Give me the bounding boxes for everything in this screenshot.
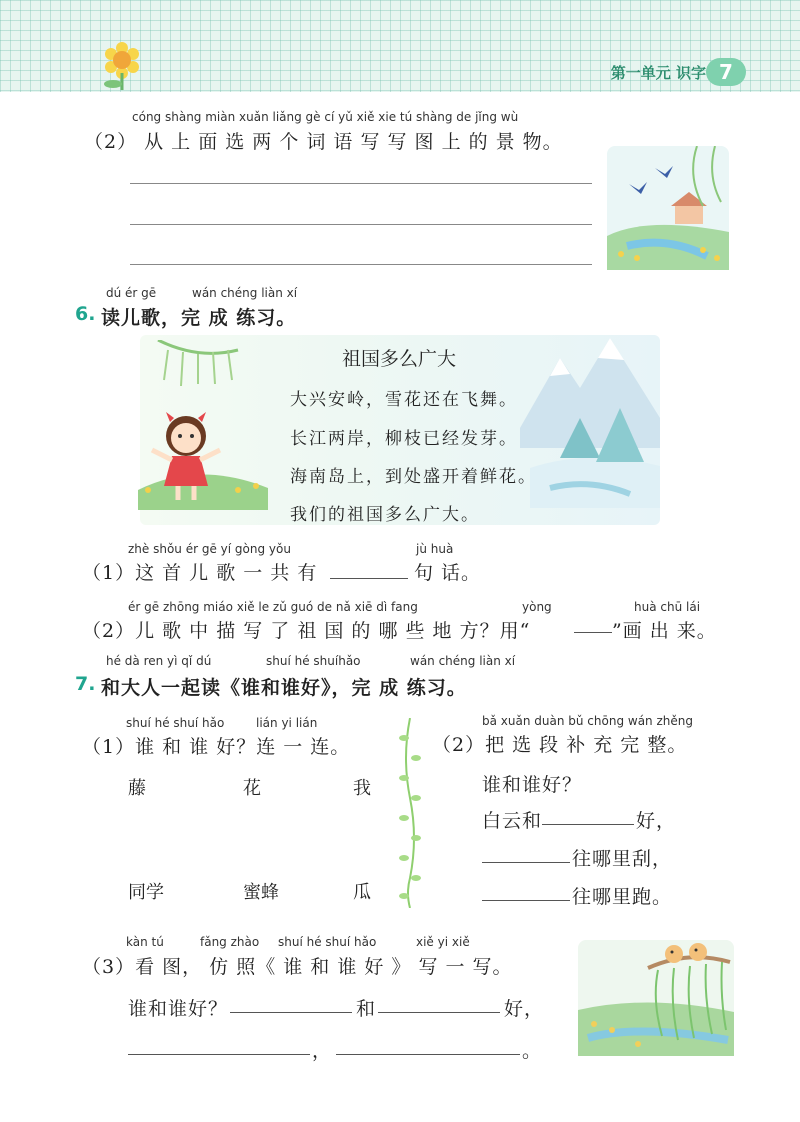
pinyin: wán chéng liàn xí <box>410 654 516 668</box>
snow-mountain-illustration <box>520 338 660 508</box>
match-word[interactable]: 同学 <box>128 882 164 903</box>
pinyin: wán chéng liàn xí <box>192 286 298 300</box>
question-text: 句 话。 <box>414 562 482 584</box>
answer-blank[interactable] <box>230 996 352 1013</box>
pinyin: xiě yi xiě <box>416 935 470 949</box>
pinyin: shuí hé shuí hǎo <box>278 935 377 949</box>
unit-label: 第一单元 识字 <box>610 64 706 82</box>
birds-willow-illustration <box>578 940 734 1056</box>
match-word[interactable]: 蜜蜂 <box>243 882 279 903</box>
pinyin: yòng <box>522 600 552 614</box>
question-text: （2）儿 歌 中 描 写 了 祖 国 的 哪 些 地 方？用“ <box>82 620 531 642</box>
underline-symbol <box>574 616 612 633</box>
poem-line: 海南岛上，到处盛开着鲜花。 <box>290 467 537 487</box>
poem-line: 长江两岸，柳枝已经发芽。 <box>290 429 518 449</box>
question-text: （3）看 图， 仿 照《 谁 和 谁 好 》 写 一 写。 <box>82 956 513 978</box>
pinyin: ér gē zhōng miáo xiě le zǔ guó de nǎ xiē dì fang <box>128 600 418 614</box>
match-word[interactable]: 瓜 <box>353 882 371 903</box>
answer-blank[interactable] <box>330 562 408 579</box>
question-title: 读儿歌，完 成 练习。 <box>101 307 297 329</box>
text-line: 白云和 <box>482 810 543 832</box>
question-text: ”画 出 来。 <box>612 620 717 642</box>
question-text: （2） 从 上 面 选 两 个 词 语 写 写 图 上 的 景 物。 <box>84 131 563 153</box>
answer-blank[interactable] <box>128 1038 310 1055</box>
text-line: 往哪里刮， <box>572 848 673 870</box>
question-number: 6. <box>75 303 96 325</box>
text-line: 。 <box>522 1040 543 1062</box>
question-text: （1）谁 和 谁 好？连 一 连。 <box>82 736 351 758</box>
pinyin: cóng shàng miàn xuǎn liǎng gè cí yǔ xiě xie tú shàng de jǐng wù <box>132 110 519 124</box>
page-number: 7 <box>706 58 746 86</box>
pinyin: bǎ xuǎn duàn bǔ chōng wán zhěng <box>482 714 693 728</box>
match-word[interactable]: 藤 <box>128 778 146 799</box>
text-line: ， <box>312 1040 333 1062</box>
text-line: 谁和谁好？ <box>482 774 583 796</box>
answer-line[interactable] <box>130 264 592 265</box>
match-word[interactable]: 我 <box>353 778 371 799</box>
pinyin: jù huà <box>416 542 454 556</box>
pinyin: dú ér gē <box>106 286 157 300</box>
text-line: 往哪里跑。 <box>572 886 673 908</box>
sunflower-icon <box>98 40 146 90</box>
match-word[interactable]: 花 <box>243 778 261 799</box>
pinyin: lián yi lián <box>256 716 318 730</box>
text-line: 好， <box>636 810 677 832</box>
answer-blank[interactable] <box>336 1038 520 1055</box>
question-number: 7. <box>75 673 96 695</box>
spring-scene-illustration <box>607 146 729 270</box>
text-line: 谁和谁好？ <box>128 998 229 1020</box>
poem-title: 祖国多么广大 <box>342 348 457 370</box>
pinyin: zhè shǒu ér gē yí gòng yǒu <box>128 542 291 556</box>
poem-line: 大兴安岭，雪花还在飞舞。 <box>290 390 518 410</box>
answer-blank[interactable] <box>482 884 570 901</box>
answer-line[interactable] <box>130 224 592 225</box>
poem-line: 我们的祖国多么广大。 <box>290 505 480 525</box>
question-text: （2）把 选 段 补 充 完 整。 <box>432 734 688 756</box>
pinyin: shuí hé shuíhǎo <box>266 654 361 668</box>
pinyin: kàn tú <box>126 935 164 949</box>
answer-blank[interactable] <box>482 846 570 863</box>
text-line: 好， <box>504 998 545 1020</box>
answer-blank[interactable] <box>542 808 634 825</box>
pinyin: hé dà ren yì qǐ dú <box>106 654 212 668</box>
text-line: 和 <box>356 998 377 1020</box>
pinyin: fǎng zhào <box>200 935 260 949</box>
vine-divider <box>398 718 422 908</box>
question-title: 和大人一起读《谁和谁好》，完 成 练习。 <box>101 677 467 699</box>
question-text: （1）这 首 儿 歌 一 共 有 <box>82 562 318 584</box>
pinyin: shuí hé shuí hǎo <box>126 716 225 730</box>
answer-line[interactable] <box>130 183 592 184</box>
pinyin: huà chū lái <box>634 600 701 614</box>
girl-illustration <box>138 340 278 510</box>
answer-blank[interactable] <box>378 996 500 1013</box>
